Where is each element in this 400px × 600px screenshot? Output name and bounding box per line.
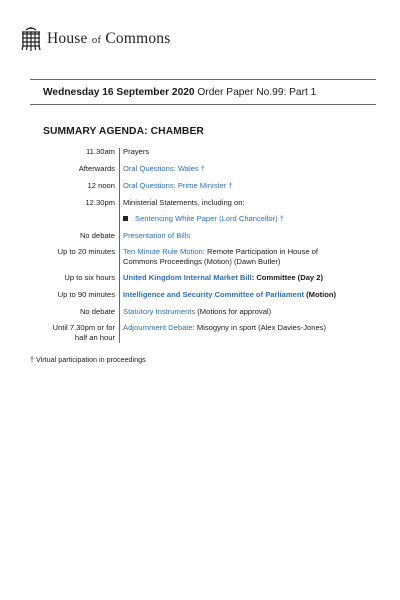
link-presentation-of-bills[interactable]: Presentation of Bills xyxy=(123,231,191,240)
agenda-item xyxy=(123,247,338,267)
agenda-time: 11.30am xyxy=(86,147,115,156)
agenda-item xyxy=(123,323,338,333)
agenda-time: Up to 20 minutes xyxy=(57,247,115,256)
agenda-time: Up to 90 minutes xyxy=(57,290,115,299)
agenda-item-prayers: Prayers xyxy=(123,147,150,156)
order-paper-title: Wednesday 16 September 2020 Order Paper No.99: Part 1 xyxy=(43,87,317,98)
agenda-time: Up to six hours xyxy=(64,273,115,282)
agenda-time: No debate xyxy=(79,231,115,240)
agenda-divider xyxy=(119,148,120,343)
brand-wordmark: House of Commons xyxy=(47,30,171,48)
agenda-item-detail: (Motions for approval) xyxy=(195,307,272,316)
link-oral-questions-pm[interactable]: Oral Questions: Prime Minister † xyxy=(123,181,233,190)
link-adjournment-debate[interactable]: Adjournment Debate xyxy=(123,323,193,332)
agenda-item xyxy=(123,290,338,300)
agenda-item-statements: Ministerial Statements, including on: xyxy=(123,198,245,207)
agenda-item-detail: : Misogyny in sport (Alex Davies-Jones) xyxy=(192,323,327,332)
link-ten-minute-rule-motion[interactable]: Ten Minute Rule Motion xyxy=(123,247,203,256)
agenda-time: 12.30pm xyxy=(85,198,115,207)
agenda-item xyxy=(123,181,338,191)
agenda-item-detail: (Motion) xyxy=(304,290,337,299)
house-of-commons-logo xyxy=(20,26,170,52)
rule-bottom xyxy=(30,104,376,105)
agenda-time: No debate xyxy=(79,307,115,316)
rule-top xyxy=(30,79,376,80)
agenda-item xyxy=(123,214,338,224)
agenda-item-detail: : Remote Participation in House of Commons Proceedings (Motion) (Dawn Butler) xyxy=(123,247,319,266)
agenda-item xyxy=(123,231,338,241)
agenda-item xyxy=(123,273,338,283)
agenda-time: Afterwards xyxy=(78,164,115,173)
agenda-time: Until 7.30pm or for half an hour xyxy=(52,323,115,342)
portcullis-icon xyxy=(20,26,42,52)
page-heading: SUMMARY AGENDA: CHAMBER xyxy=(43,126,204,137)
agenda-time: 12 noon xyxy=(87,181,115,190)
link-internal-market-bill[interactable]: United Kingdom Internal Market Bill xyxy=(123,273,252,282)
link-intelligence-security-committee[interactable]: Intelligence and Security Committee of Parliament xyxy=(123,290,305,299)
agenda-item xyxy=(123,164,338,174)
link-statutory-instruments[interactable]: Statutory Instruments xyxy=(123,307,196,316)
link-oral-questions-wales[interactable]: Oral Questions: Wales † xyxy=(123,164,206,173)
link-sentencing-white-paper[interactable]: Sentencing White Paper (Lord Chancellor) † xyxy=(135,214,285,223)
agenda-item xyxy=(123,307,338,317)
square-bullet-icon xyxy=(123,216,128,221)
footnote: † Virtual participation in proceedings xyxy=(30,355,146,364)
agenda-item-detail: : Committee (Day 2) xyxy=(251,273,323,282)
